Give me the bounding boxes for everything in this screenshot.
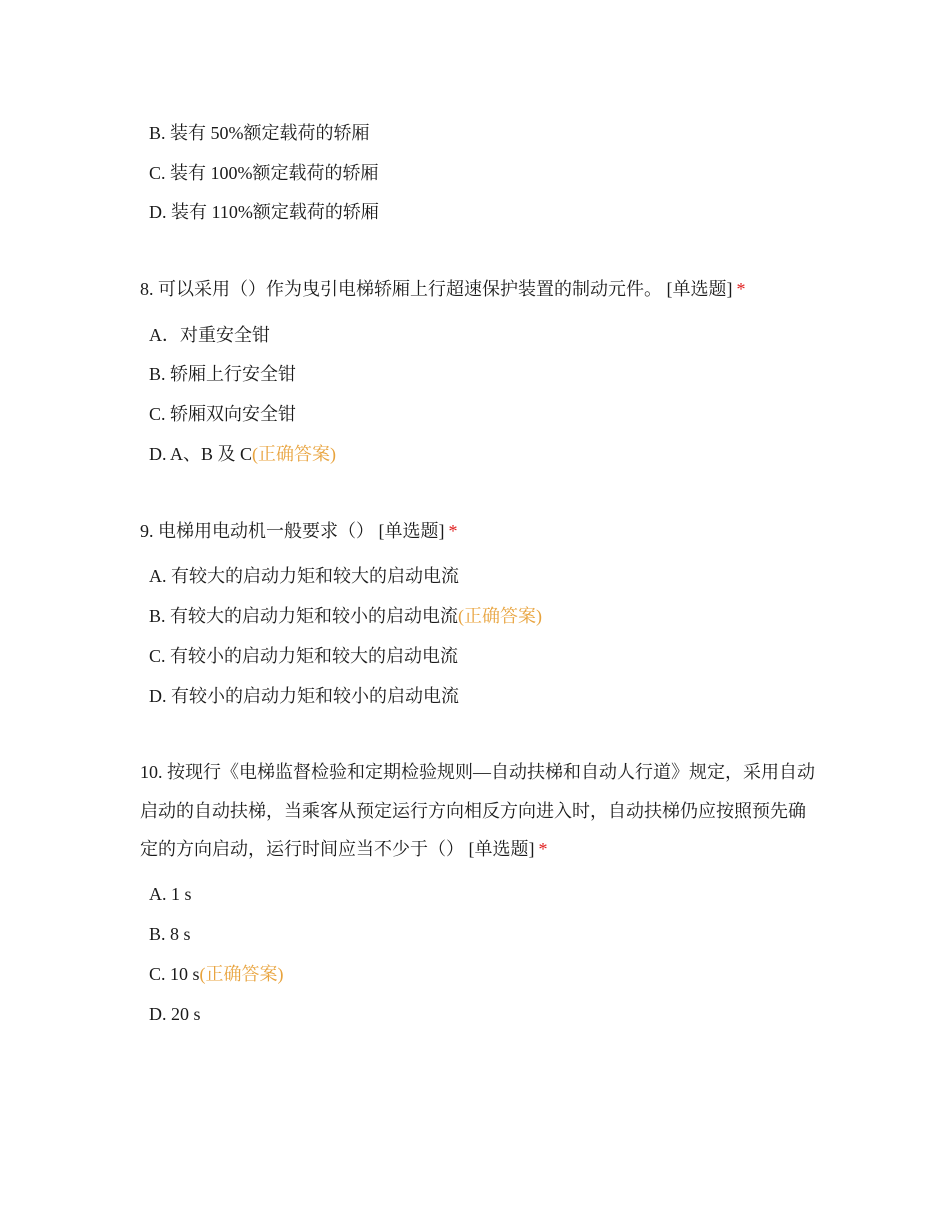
q8-correct-answer-mark: (正确答案) [252, 444, 337, 464]
q10-option-d-text: D. 20 s [149, 1004, 201, 1024]
q10-option-a [149, 882, 192, 906]
q9-option-b [149, 604, 542, 628]
q7-option-d: D. 装有 110%额定载荷的轿厢 [149, 202, 379, 222]
q9-title-text: 9. 电梯用电动机一般要求（） [140, 521, 374, 541]
q9-option-d [149, 684, 459, 708]
q8-option-d [149, 442, 336, 466]
q8-title-text: 8. 可以采用（）作为曳引电梯轿厢上行超速保护装置的制动元件。 [140, 279, 662, 299]
q10-option-b-text: B. 8 s [149, 924, 191, 944]
q10-correct-answer-mark: (正确答案) [199, 964, 284, 984]
q8-type-tag: [单选题] [666, 279, 733, 299]
q9-correct-answer-mark: (正确答案) [458, 606, 543, 626]
q9-option-c-text: C. 有较小的启动力矩和较大的启动电流 [149, 646, 459, 666]
q8-option-d-text: D. A、B 及 C [149, 444, 253, 464]
q9-option-c [149, 644, 458, 668]
q8-title [140, 270, 820, 309]
q10-option-b [149, 922, 191, 946]
q10-required-mark: * [538, 839, 548, 859]
q8-option-a-text: A．对重安全钳 [149, 325, 270, 345]
q10-title [140, 753, 820, 869]
q8-option-c-text: C. 轿厢双向安全钳 [149, 404, 297, 424]
q8-required-mark: * [736, 279, 746, 299]
q8-option-c [149, 402, 296, 426]
q9-option-d-text: D. 有较小的启动力矩和较小的启动电流 [149, 686, 459, 706]
q9-option-a [149, 564, 459, 588]
q10-option-c-text: C. 10 s [149, 964, 200, 984]
q9-title [140, 512, 820, 551]
q10-title-text: 10. 按现行《电梯监督检验和定期检验规则—自动扶梯和自动人行道》规定，采用自动启动的自动扶梯，当乘客从预定运行方向相反方向进入时，自动扶梯仍应按照预先确定的方向启动，运行时间应当不少于（） [140, 762, 815, 859]
q8-option-a [149, 323, 270, 347]
q10-option-d [149, 1002, 201, 1026]
q9-type-tag: [单选题] [378, 521, 445, 541]
q7-option-c: C. 装有 100%额定载荷的轿厢 [149, 163, 379, 183]
q9-option-a-text: A. 有较大的启动力矩和较大的启动电流 [149, 566, 459, 586]
q9-required-mark: * [448, 521, 458, 541]
q8-option-b [149, 362, 296, 386]
q8-option-b-text: B. 轿厢上行安全钳 [149, 364, 297, 384]
q10-option-a-text: A. 1 s [149, 884, 192, 904]
q10-option-c [149, 962, 284, 986]
q9-option-b-text: B. 有较大的启动力矩和较小的启动电流 [149, 606, 459, 626]
q10-type-tag: [单选题] [468, 839, 535, 859]
q7-option-b: B. 装有 50%额定载荷的轿厢 [149, 123, 370, 143]
